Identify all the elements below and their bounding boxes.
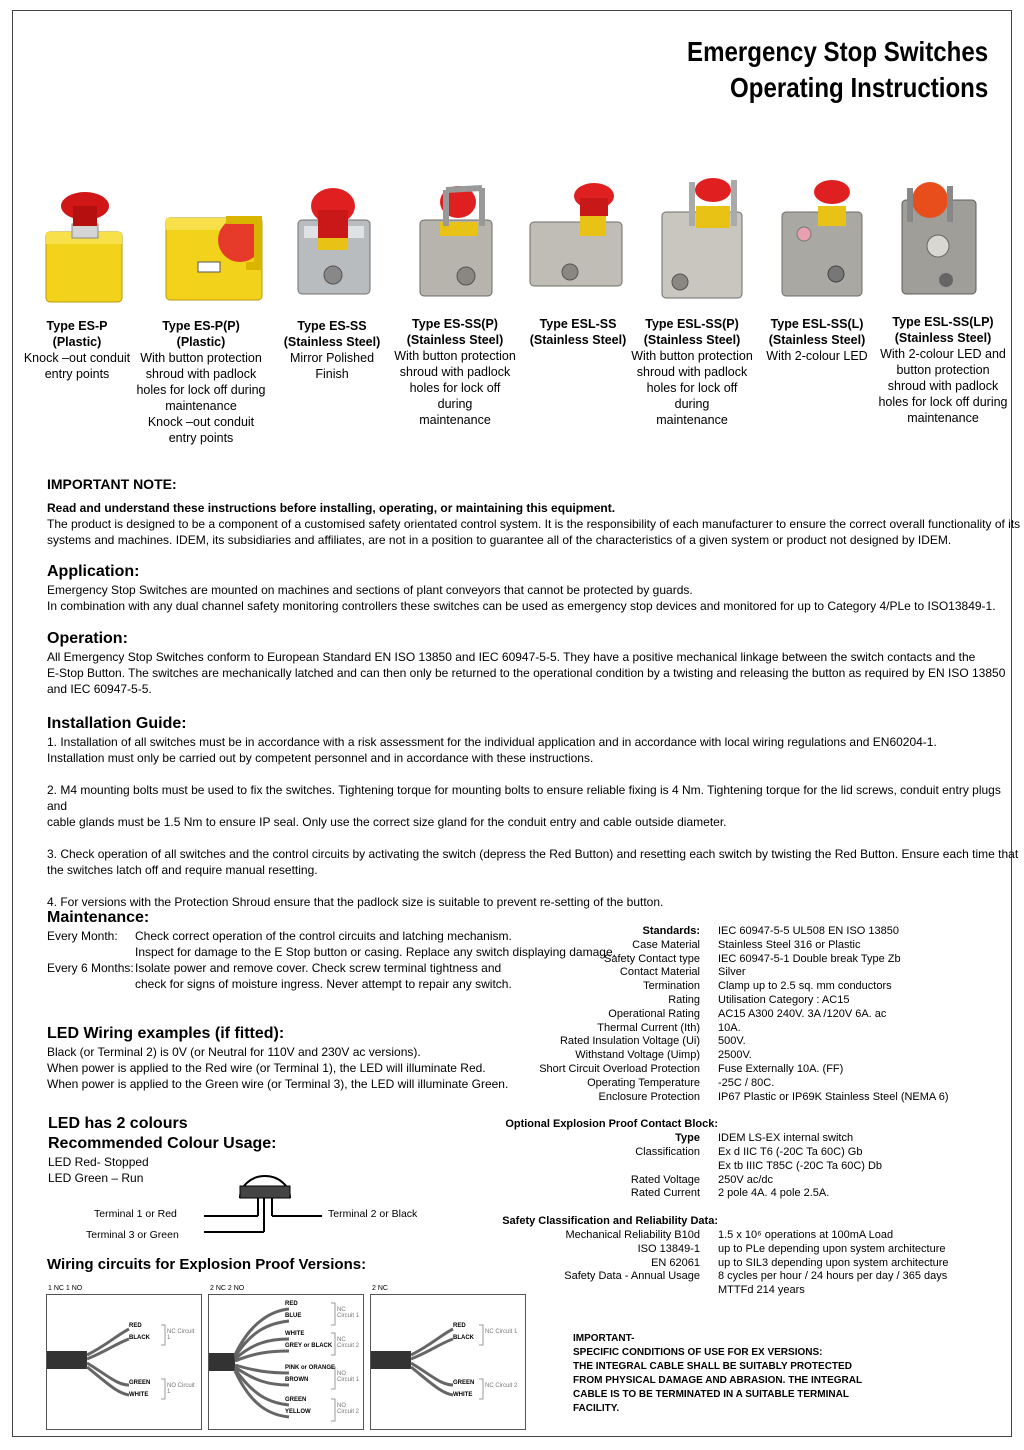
product-image-es-p <box>46 192 122 302</box>
important-section <box>47 474 1020 548</box>
spec-value: Stainless Steel 316 or Plastic <box>718 938 861 951</box>
product-image-esl-ss <box>530 183 622 286</box>
wire-label: BLACK <box>129 1335 150 1341</box>
ex-row <box>490 1174 949 1188</box>
warning-line: CABLE IS TO BE TERMINATED IN A SUITABLE TERMINAL <box>573 1389 849 1400</box>
product-material: (Stainless Steel) <box>768 333 866 347</box>
wiring-box-3-label: 2 NC <box>372 1285 388 1292</box>
product-caption-1 <box>22 318 132 382</box>
ex-row <box>490 1132 949 1146</box>
product-desc: maintenance <box>165 399 237 413</box>
wire-label: RED <box>285 1301 298 1307</box>
product-material: (Stainless Steel) <box>894 331 992 345</box>
product-desc: maintenance <box>419 413 491 427</box>
wire-label: RED <box>453 1323 466 1329</box>
wiring-box-1-label: 1 NC 1 NO <box>48 1285 83 1292</box>
safety-row <box>490 1229 949 1243</box>
safety-value: up to PLe depending upon system architecture <box>718 1242 946 1255</box>
product-desc: maintenance <box>656 413 728 427</box>
product-desc: entry points <box>168 431 234 445</box>
application-section <box>47 562 996 614</box>
safety-row <box>490 1257 949 1271</box>
spec-key: Rated Insulation Voltage (Ui) <box>559 1035 700 1048</box>
installation-line: 1. Installation of all switches must be in accordance with a risk assessment for the individual application and in accordance with local wiring regulations and EN60204-1. <box>47 735 937 749</box>
product-desc: maintenance <box>907 411 979 425</box>
ex-value: Ex d IIC T6 (-20C Ta 60C) Gb <box>718 1145 863 1158</box>
wire-label: BLUE <box>285 1313 302 1319</box>
spec-key: Rating <box>668 993 700 1006</box>
spec-value: Clamp up to 2.5 sq. mm conductors <box>718 980 892 993</box>
ex-key <box>490 1160 718 1174</box>
product-material: (Stainless Steel) <box>529 333 627 347</box>
product-material: (Stainless Steel) <box>406 333 504 347</box>
maintenance-month-label: Every Month: <box>47 929 118 943</box>
spec-key: Enclosure Protection <box>598 1090 700 1103</box>
product-caption-2 <box>136 318 266 446</box>
product-desc: With 2-colour LED <box>766 349 868 363</box>
ex-key: Classification <box>635 1145 700 1158</box>
circuit-label: NC Circuit 1 <box>337 1307 360 1319</box>
application-heading: Application: <box>47 563 140 580</box>
spec-row <box>490 1063 949 1077</box>
product-caption-6 <box>630 316 754 428</box>
product-image-es-p-p <box>166 218 262 300</box>
wiring-box-2 <box>208 1294 364 1430</box>
spec-row <box>490 966 949 980</box>
circuit-label: NC Circuit 1 <box>485 1329 518 1335</box>
circuit-label: NO Circuit 1 <box>167 1383 195 1395</box>
product-desc: holes for lock off during <box>136 383 266 397</box>
product-image-esl-ss-p <box>662 178 742 298</box>
operation-section <box>47 629 1005 697</box>
spec-row <box>490 939 949 953</box>
ex-block-heading: Optional Explosion Proof Contact Block: <box>505 1118 718 1131</box>
important-heading: IMPORTANT NOTE: <box>47 476 177 492</box>
spec-row <box>490 1049 949 1063</box>
wire-label: BLACK <box>453 1335 474 1341</box>
maintenance-line: Check correct operation of the control circuits and latching mechanism. <box>135 929 512 943</box>
warning-line: IMPORTANT- <box>573 1333 635 1344</box>
wiring-heading: Wiring circuits for Explosion Proof Versions: <box>47 1256 367 1273</box>
ex-value: 2 pole 4A. 4 pole 2.5A. <box>718 1187 830 1200</box>
specs-table <box>490 925 949 1298</box>
wiring-section <box>47 1255 366 1275</box>
safety-row <box>490 1243 949 1257</box>
wiring-box-2-label: 2 NC 2 NO <box>210 1285 245 1292</box>
wire-label: YELLOW <box>285 1409 311 1415</box>
wiring-box-1 <box>46 1294 202 1430</box>
important-bold: Read and understand these instructions before installing, operating, or maintaining this equipment. <box>47 501 616 515</box>
application-line: In combination with any dual channel safety monitoring controllers these switches can be used as emergency stop devices and monitored for up to Category 4/PLe to ISO13849-1. <box>47 599 996 613</box>
safety-row <box>490 1284 949 1298</box>
ex-row <box>490 1146 949 1160</box>
maintenance-line: Inspect for damage to the E Stop button or casing. Replace any switch displaying damage. <box>135 945 616 959</box>
installation-line: 3. Check operation of all switches and the control circuits by activating the switch (depress the Red Button) and resetting each switch by twisting the Red Button. Ensure each time that <box>47 847 1019 861</box>
ex-row <box>490 1187 949 1201</box>
product-desc: holes for lock off during <box>878 395 1008 409</box>
product-desc: With button protection <box>631 349 753 363</box>
wire-label: GREEN <box>453 1380 475 1386</box>
terminal-2-label: Terminal 2 or Black <box>328 1208 418 1220</box>
product-name: Type ES-P <box>46 319 108 333</box>
ex-value: Ex tb IIIC T85C (-20C Ta 60C) Db <box>718 1159 883 1172</box>
safety-key <box>490 1284 718 1298</box>
ex-key: Rated Voltage <box>630 1173 700 1186</box>
product-desc: Knock –out conduit <box>23 351 131 365</box>
installation-section <box>47 714 1024 910</box>
operation-line: All Emergency Stop Switches conform to European Standard EN ISO 13850 and IEC 60947-5-5. They have a positive mechanical linkage between the switch contacts and the <box>47 650 976 664</box>
product-name: Type ES-SS(P) <box>412 317 498 331</box>
safety-value: MTTFd 214 years <box>718 1284 805 1297</box>
maintenance-line: Isolate power and remove cover. Check screw terminal tightness and <box>135 961 502 975</box>
led-section <box>47 1024 508 1092</box>
spec-key: Short Circuit Overload Protection <box>539 1062 700 1075</box>
safety-key: Safety Data - Annual Usage <box>564 1270 700 1283</box>
terminal-3-label: Terminal 3 or Green <box>86 1229 179 1241</box>
product-caption-8 <box>878 314 1008 426</box>
spec-row <box>490 1008 949 1022</box>
installation-line: the switches latch off and require manual resetting. <box>47 863 318 877</box>
spec-key: Thermal Current (Ith) <box>597 1021 700 1034</box>
safety-key: Mechanical Reliability B10d <box>565 1228 700 1241</box>
spec-key: Termination <box>643 980 700 993</box>
maintenance-six-label: Every 6 Months: <box>47 961 134 975</box>
product-material: (Stainless Steel) <box>643 333 741 347</box>
product-caption-4 <box>392 316 518 428</box>
product-desc: button protection <box>896 363 990 377</box>
warning-line: SPECIFIC CONDITIONS OF USE FOR EX VERSIONS: <box>573 1347 823 1358</box>
product-images <box>0 0 1024 320</box>
installation-heading: Installation Guide: <box>47 715 187 732</box>
important-line: The product is designed to be a component of a customised safety orientated control system. It is the responsibility of each manufacturer to ensure the correct overall functionality of its <box>47 517 1021 531</box>
spec-row <box>490 980 949 994</box>
wire-label: BROWN <box>285 1377 309 1383</box>
led-line: When power is applied to the Green wire (or Terminal 3), the LED will illuminate Green. <box>47 1077 509 1091</box>
product-material: (Stainless Steel) <box>283 335 381 349</box>
led-diagram <box>196 1158 336 1238</box>
product-caption-3 <box>272 318 392 382</box>
spec-value: 2500V. <box>718 1049 752 1062</box>
spec-value: IEC 60947-5-5 UL508 EN ISO 13850 <box>718 925 900 937</box>
product-image-es-ss <box>298 188 370 294</box>
warning-line: THE INTEGRAL CABLE SHALL BE SUITABLY PROTECTED <box>573 1361 852 1372</box>
circuit-label: NC Circuit 2 <box>337 1337 360 1349</box>
product-material: (Plastic) <box>52 335 102 349</box>
wire-label: GREEN <box>285 1397 307 1403</box>
safety-value: 8 cycles per hour / 24 hours per day / 365 days <box>718 1270 948 1283</box>
wire-label: GREY or BLACK <box>285 1343 333 1349</box>
ex-value: 250V ac/dc <box>718 1173 774 1186</box>
spec-row <box>490 953 949 967</box>
wire-label: RED <box>129 1323 142 1329</box>
product-desc: Knock –out conduit <box>147 415 255 429</box>
spec-key: Case Material <box>632 938 700 951</box>
spec-value: Utilisation Category : AC15 <box>718 993 850 1006</box>
ex-warning <box>573 1332 873 1416</box>
spec-key: Withstand Voltage (Uimp) <box>575 1049 700 1062</box>
product-desc: shroud with padlock <box>636 365 748 379</box>
installation-line: 4. For versions with the Protection Shroud ensure that the padlock size is suitable to prevent re-setting of the button. <box>47 895 664 909</box>
product-desc: holes for lock off during <box>646 381 738 411</box>
wire-label: GREEN <box>129 1380 151 1386</box>
product-desc: shroud with padlock <box>145 367 257 381</box>
maintenance-heading: Maintenance: <box>47 909 150 926</box>
product-desc: entry points <box>44 367 110 381</box>
wire-label: WHITE <box>453 1392 473 1398</box>
led-heading: LED Wiring examples (if fitted): <box>47 1025 285 1042</box>
product-desc: shroud with padlock <box>887 379 999 393</box>
spec-value: Fuse Externally 10A. (FF) <box>718 1062 844 1075</box>
product-desc: Mirror Polished Finish <box>289 351 375 381</box>
product-image-esl-ss-lp <box>902 182 976 294</box>
led-red-usage: LED Red- Stopped <box>48 1155 149 1169</box>
product-caption-5 <box>520 316 636 348</box>
ex-row <box>490 1160 949 1174</box>
ex-key: Rated Current <box>630 1187 700 1200</box>
wiring-box-3 <box>370 1294 526 1430</box>
operation-line: and IEC 60947-5-5. <box>47 682 152 696</box>
product-desc: With button protection <box>394 349 516 363</box>
safety-value: up to SIL3 depending upon system architecture <box>718 1256 949 1269</box>
spec-value: Silver <box>718 966 746 979</box>
title-line-1: Emergency Stop Switches <box>686 36 988 67</box>
led-colours-heading-2: Recommended Colour Usage: <box>48 1135 277 1152</box>
led-green-usage: LED Green – Run <box>48 1171 144 1185</box>
product-name: Type ESL-SS(L) <box>770 317 864 331</box>
spec-key: Operational Rating <box>608 1007 700 1020</box>
product-name: Type ESL-SS(LP) <box>892 315 994 329</box>
product-name: Type ESL-SS <box>539 317 617 331</box>
safety-key: EN 62061 <box>651 1256 700 1269</box>
spec-row <box>490 1035 949 1049</box>
product-image-es-ss-p <box>420 186 492 296</box>
spec-row <box>490 1077 949 1091</box>
maintenance-line: check for signs of moisture ingress. Never attempt to repair any switch. <box>135 977 512 991</box>
spec-value: IEC 60947-5-1 Double break Type Zb <box>718 952 901 965</box>
led-line: When power is applied to the Red wire (or Terminal 1), the LED will illuminate Red. <box>47 1061 486 1075</box>
operation-heading: Operation: <box>47 630 128 647</box>
spec-key: Safety Contact type <box>604 952 700 965</box>
installation-line: 2. M4 mounting bolts must be used to fix the switches. Tightening torque for mounting bolts to ensure reliable fixing is 4 Nm. Tightening torque for the lid screws, conduit entry plugs and <box>47 783 1001 813</box>
product-name: Type ESL-SS(P) <box>645 317 739 331</box>
product-material: (Plastic) <box>176 335 226 349</box>
spec-value: IP67 Plastic or IP69K Stainless Steel (NEMA 6) <box>718 1090 949 1103</box>
application-line: Emergency Stop Switches are mounted on machines and sections of plant conveyors that cannot be protected by guards. <box>47 583 693 597</box>
safety-row <box>490 1270 949 1284</box>
wire-label: WHITE <box>285 1331 305 1337</box>
circuit-label: NC Circuit 1 <box>167 1329 195 1341</box>
product-name: Type ES-P(P) <box>162 319 240 333</box>
spec-row <box>490 994 949 1008</box>
installation-line: Installation must only be carried out by competent personnel and in accordance with these instructions. <box>47 751 594 765</box>
spec-row <box>490 925 949 939</box>
spec-key: Operating Temperature <box>587 1076 700 1089</box>
wire-label: WHITE <box>129 1392 149 1398</box>
warning-line: FROM PHYSICAL DAMAGE AND ABRASION. THE INTEGRAL <box>573 1375 863 1386</box>
circuit-label: NO Circuit 1 <box>337 1371 360 1383</box>
product-caption-7 <box>760 316 874 364</box>
product-desc: With button protection <box>140 351 262 365</box>
spec-row <box>490 1022 949 1036</box>
spec-value: AC15 A300 240V. 3A /120V 6A. ac <box>718 1007 887 1020</box>
product-image-esl-ss-l <box>782 180 862 296</box>
safety-heading: Safety Classification and Reliability Data: <box>502 1215 718 1228</box>
safety-value: 1.5 x 10⁶ operations at 100mA Load <box>718 1228 894 1241</box>
spec-value: -25C / 80C. <box>718 1076 775 1089</box>
wiring-box-3-cable <box>371 1295 525 1429</box>
spec-row <box>490 1091 949 1105</box>
product-desc: shroud with padlock <box>399 365 511 379</box>
circuit-label: NO Circuit 2 <box>337 1403 360 1415</box>
spec-value: 500V. <box>718 1035 746 1048</box>
ex-key: Type <box>675 1132 700 1145</box>
spec-key: Contact Material <box>619 966 700 979</box>
operation-line: E-Stop Button. The switches are mechanically latched and can then only be returned to the operational condition by a twisting and releasing the button as required by EN ISO 13850 <box>47 666 1006 680</box>
spec-value: 10A. <box>718 1021 741 1034</box>
warning-line: FACILITY. <box>573 1403 620 1414</box>
circuit-label: NC Circuit 2 <box>485 1383 518 1389</box>
product-desc: holes for lock off during <box>409 381 501 411</box>
product-name: Type ES-SS <box>297 319 367 333</box>
wiring-box-1-cable <box>47 1295 201 1429</box>
ex-value: IDEM LS-EX internal switch <box>718 1132 854 1145</box>
title-line-2: Operating Instructions <box>729 72 988 103</box>
terminal-1-label: Terminal 1 or Red <box>94 1208 177 1220</box>
important-line: systems and machines. IDEM, its subsidiaries and affiliates, are not in a position to guarantee all of the characteristics of a given system or product not designed by IDEM. <box>47 533 952 547</box>
spec-key: Standards: <box>642 925 700 937</box>
installation-line: cable glands must be 1.5 Nm to ensure IP seal. Only use the correct size gland for the conduit entry and cable outside diameter. <box>47 815 727 829</box>
led-colours-heading-1: LED has 2 colours <box>48 1115 188 1132</box>
product-desc: With 2-colour LED and <box>880 347 1006 361</box>
wire-label: PINK or ORANGE <box>285 1365 336 1371</box>
safety-key: ISO 13849-1 <box>637 1242 700 1255</box>
led-line: Black (or Terminal 2) is 0V (or Neutral for 110V and 230V ac versions). <box>47 1045 421 1059</box>
